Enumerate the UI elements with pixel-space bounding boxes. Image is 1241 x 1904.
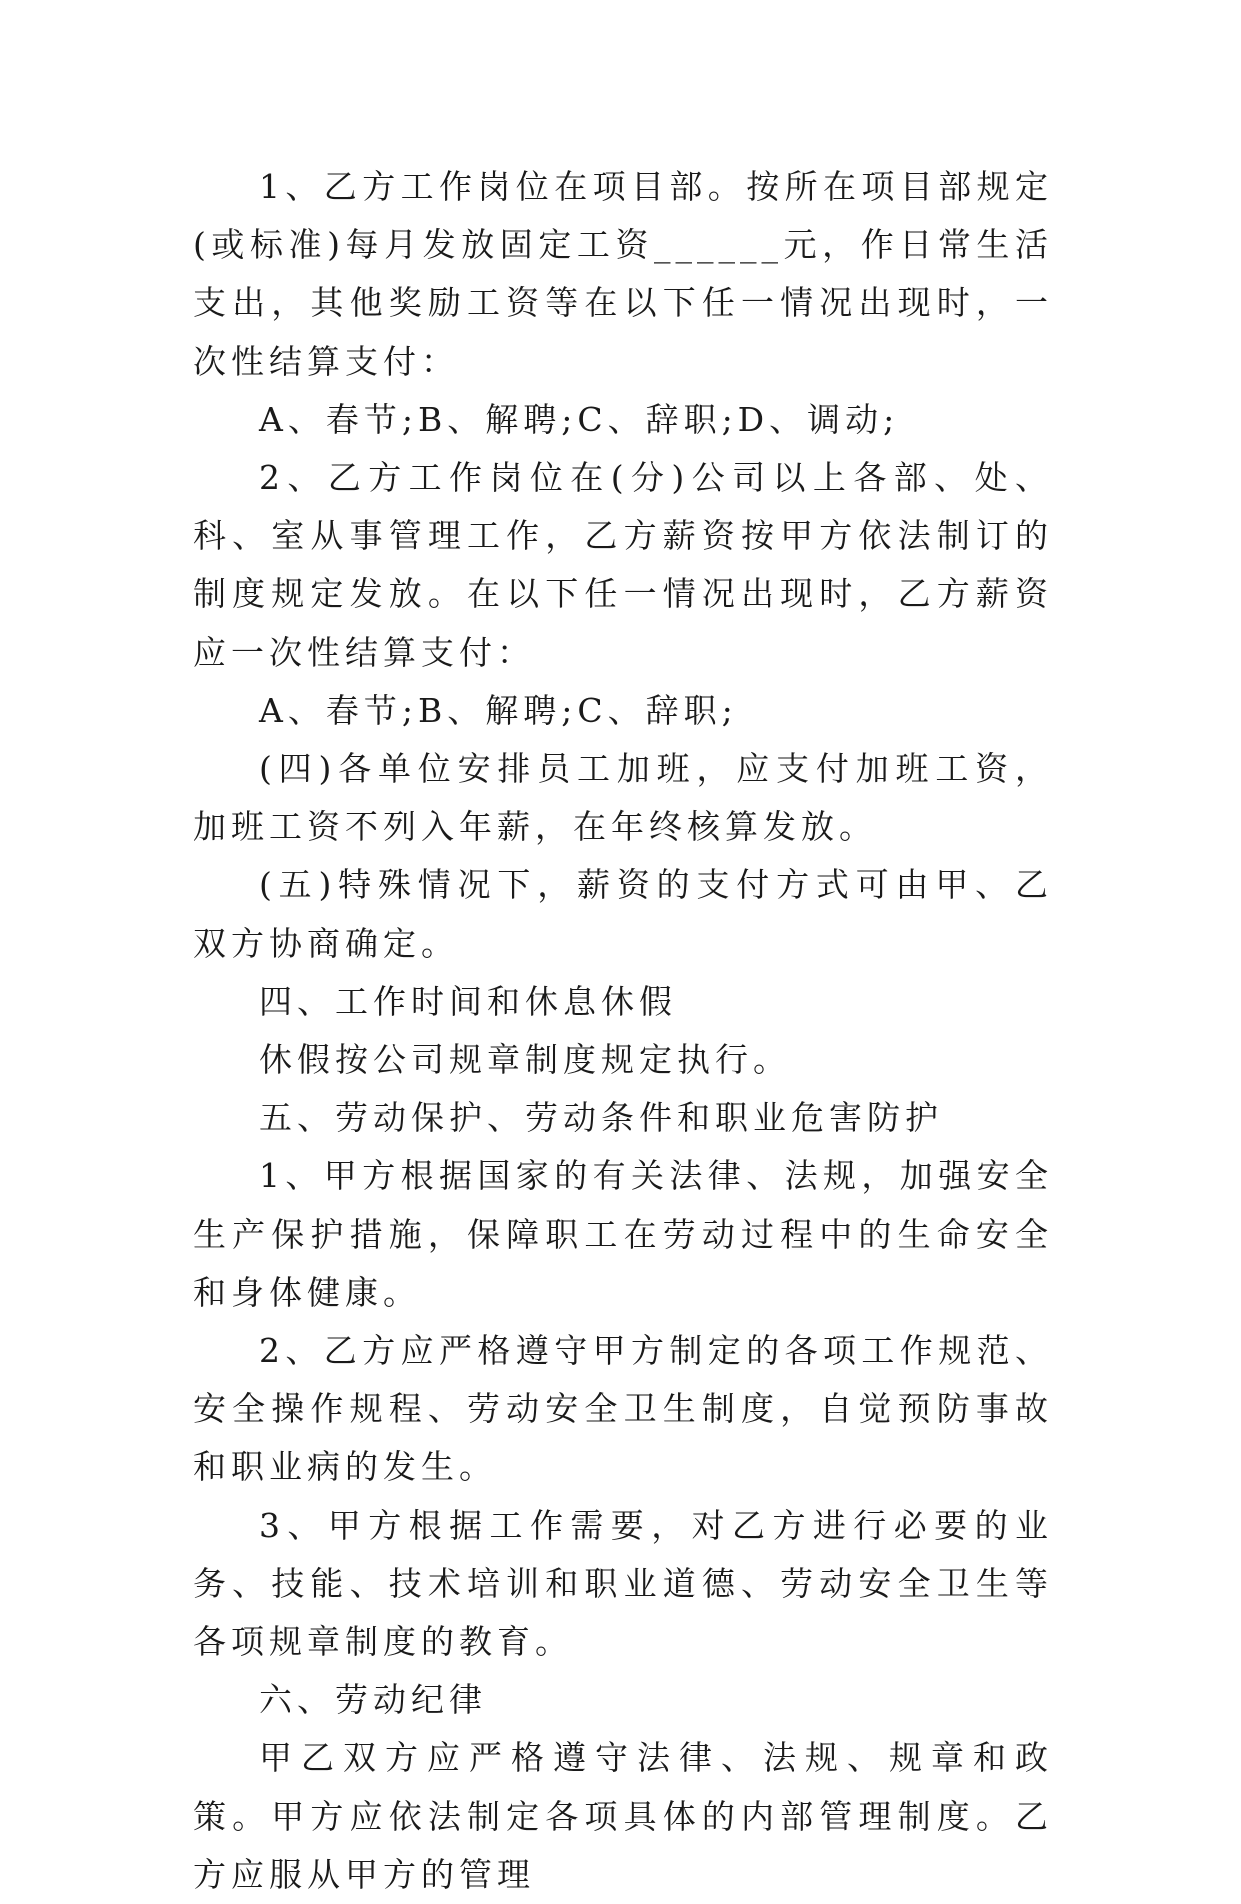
section-heading-working-hours: 四、工作时间和休息休假: [259, 981, 677, 1021]
paragraph-payment-occasions-2: A、春节;B、解聘;C、辞职;: [259, 690, 738, 730]
paragraph-discipline: 甲乙双方应严格遵守法律、法规、规章和政策。甲方应依法制定各项具体的内部管理制度。乙方应服从甲方的管理: [193, 1738, 1053, 1894]
section-heading-labor-protection: 五、劳动保护、劳动条件和职业危害防护: [259, 1098, 943, 1138]
paragraph-salary-management: 2、乙方工作岗位在(分)公司以上各部、处、科、室从事管理工作，乙方薪资按甲方依法制订的制度规定发放。在以下任一情况出现时，乙方薪资应一次性结算支付：: [193, 458, 1053, 672]
paragraph-payment-occasions-1: A、春节;B、解聘;C、辞职;D、调动;: [259, 399, 900, 439]
paragraph-overtime: (四)各单位安排员工加班，应支付加班工资，加班工资不列入年薪，在年终核算发放。: [193, 749, 1053, 847]
paragraph-safety-measures: 1、甲方根据国家的有关法律、法规，加强安全生产保护措施，保障职工在劳动过程中的生命安全和身体健康。: [193, 1156, 1053, 1312]
paragraph-salary-project: 1、乙方工作岗位在项目部。按所在项目部规定(或标准)每月发放固定工资______元，作日常生活支出，其他奖励工资等在以下任一情况出现时，一次性结算支付：: [193, 167, 1053, 381]
paragraph-safety-compliance: 2、乙方应严格遵守甲方制定的各项工作规范、安全操作规程、劳动安全卫生制度，自觉预防事故和职业病的发生。: [193, 1331, 1053, 1487]
section-heading-discipline: 六、劳动纪律: [259, 1680, 487, 1720]
paragraph-special-cases: (五)特殊情况下，薪资的支付方式可由甲、乙双方协商确定。: [193, 865, 1053, 963]
document-body: [193, 158, 1053, 1904]
paragraph-training: 3、甲方根据工作需要，对乙方进行必要的业务、技能、技术培训和职业道德、劳动安全卫生等各项规章制度的教育。: [193, 1505, 1053, 1662]
paragraph-leave: 休假按公司规章制度规定执行。: [259, 1040, 791, 1080]
